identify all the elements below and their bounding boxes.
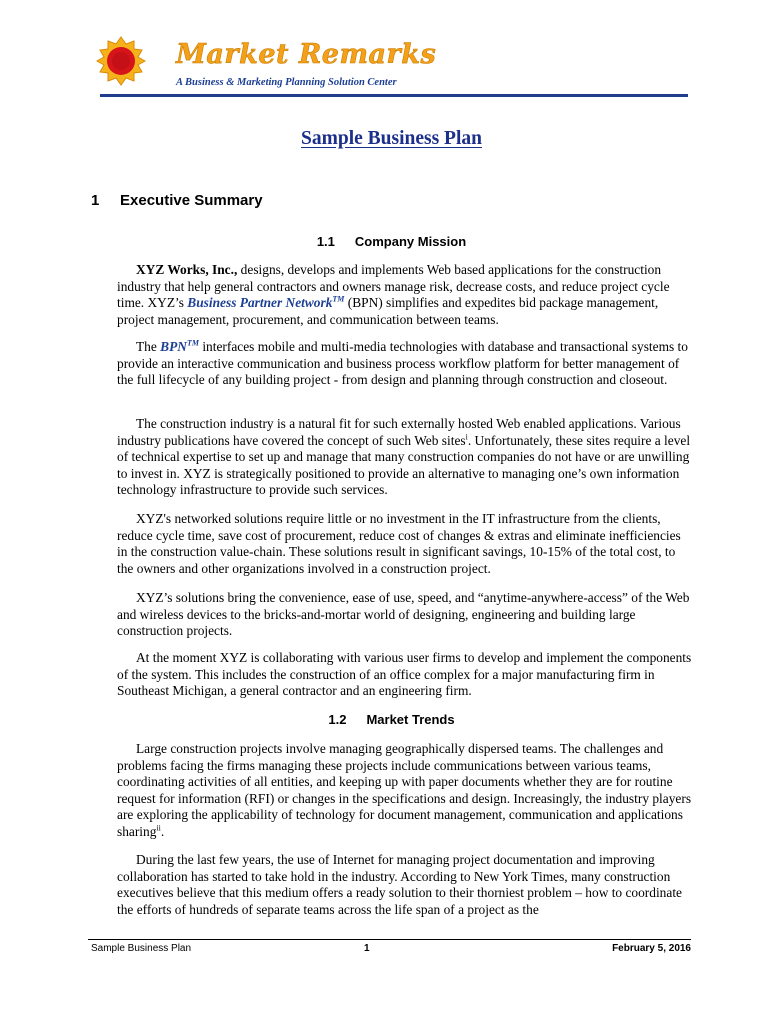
paragraph-mission-1 [117, 262, 692, 328]
subsection-heading-company-mission [0, 234, 783, 249]
text-span: designs, develops and implements Web based applications for the construction industry that help general contractors and owners manage risk, decrease costs, and reduce project cycle time. XYZ’s [117, 262, 670, 311]
subsection-label: Company Mission [354, 234, 467, 249]
paragraph-mission-4: XYZ's networked solutions require little or no investment in the IT infrastructure from the clients, reduce cycle time, save cost of procurement, reduce cost of changes & extras and eliminate inefficiencies in the construction value-chain. These solutions result in significant savings, 10-15% of the total cost, to the owners and other organizations involved in a construction project. [117, 511, 681, 576]
brand-name: Market Remarks [176, 39, 437, 70]
header-divider [100, 94, 688, 97]
text-span: . Unfortunately, these sites require a level of technical expertise to set up and manage that many construction companies do not have or are unwilling to invest in. XYZ is strategically positioned to provide an alternative to managing one’s own information technology infrastructure to provide such services. [117, 432, 691, 498]
subsection-number: 1.2 [328, 712, 347, 727]
endnote-ref: i [465, 432, 468, 442]
trademark: TM [332, 294, 345, 304]
text-span: Business Partner Network [187, 295, 333, 311]
text-span: Large construction projects involve managing geographically dispersed teams. The challenges and problems facing the firms managing these projects include communications between various teams, coordinating activities of all entities, and keeping up with paper documents whether they are for routine request for information (RFI) or changes in the specifications and design. Increasingly, the industry players are exploring the applicability of technology for document management, communication and applications sharing [117, 741, 692, 839]
bpn-brand [187, 295, 344, 310]
footer-date: February 5, 2016 [612, 943, 691, 954]
paragraph-mission-3 [117, 416, 692, 499]
text-span: The [136, 339, 161, 354]
logo-sun-icon [96, 36, 146, 86]
text-span: (BPN) simplifies and expedites bid package management, project management, procurement, and communication between teams. [117, 295, 659, 327]
footer-doc-title: Sample Business Plan [91, 943, 192, 954]
paragraph-trends-1 [117, 741, 692, 841]
section-heading-executive-summary [91, 192, 263, 209]
footer-page-number: 1 [364, 943, 370, 954]
paragraph-trends-2: During the last few years, the use of Internet for managing project documentation and improving collaboration has started to take hold in the industry. According to New York Times, many construction executives believe that this medium offers a ready solution to their thorniest problem – how to coordinate the efforts of hundreds of separate teams across the life span of a project as the [117, 852, 682, 917]
paragraph-mission-2 [117, 339, 692, 389]
text-span: interfaces mobile and multi-media technologies with database and transactional systems to provide an interactive communication and business process workflow platform for better management of the full lifecycle of any building project - from design and planning through construction and closeout. [117, 339, 688, 388]
subsection-heading-market-trends [0, 712, 783, 727]
text-span: The construction industry is a natural fit for such externally hosted Web enabled applications. Various industry publications have covered the concept of such Web sites [117, 416, 681, 448]
company-name: XYZ Works, Inc., [136, 262, 238, 277]
endnote-ref: ii [156, 823, 161, 833]
paragraph-mission-5: XYZ’s solutions bring the convenience, ease of use, speed, and “anytime-anywhere-access” of the Web and wireless devices to the bricks-and-mortar world of designing, engineering and building large construction projects. [117, 590, 690, 639]
section-number: 1 [91, 192, 100, 209]
bpn-abbrev [160, 339, 199, 354]
document-title: Sample Business Plan [301, 128, 482, 149]
trademark: TM [186, 338, 199, 348]
text-span: BPN [160, 339, 187, 354]
text-span: . [160, 823, 165, 839]
footer-divider [88, 939, 691, 940]
section-label: Executive Summary [120, 192, 263, 209]
brand-tagline: A Business & Marketing Planning Solution Center [176, 77, 397, 88]
paragraph-mission-6: At the moment XYZ is collaborating with various user firms to develop and implement the components of the system. This includes the construction of an office complex for a major manufacturing firm in Southeast Michigan, a general contractor and an engineering firm. [117, 650, 692, 699]
subsection-number: 1.1 [316, 234, 335, 249]
subsection-label: Market Trends [366, 712, 455, 727]
